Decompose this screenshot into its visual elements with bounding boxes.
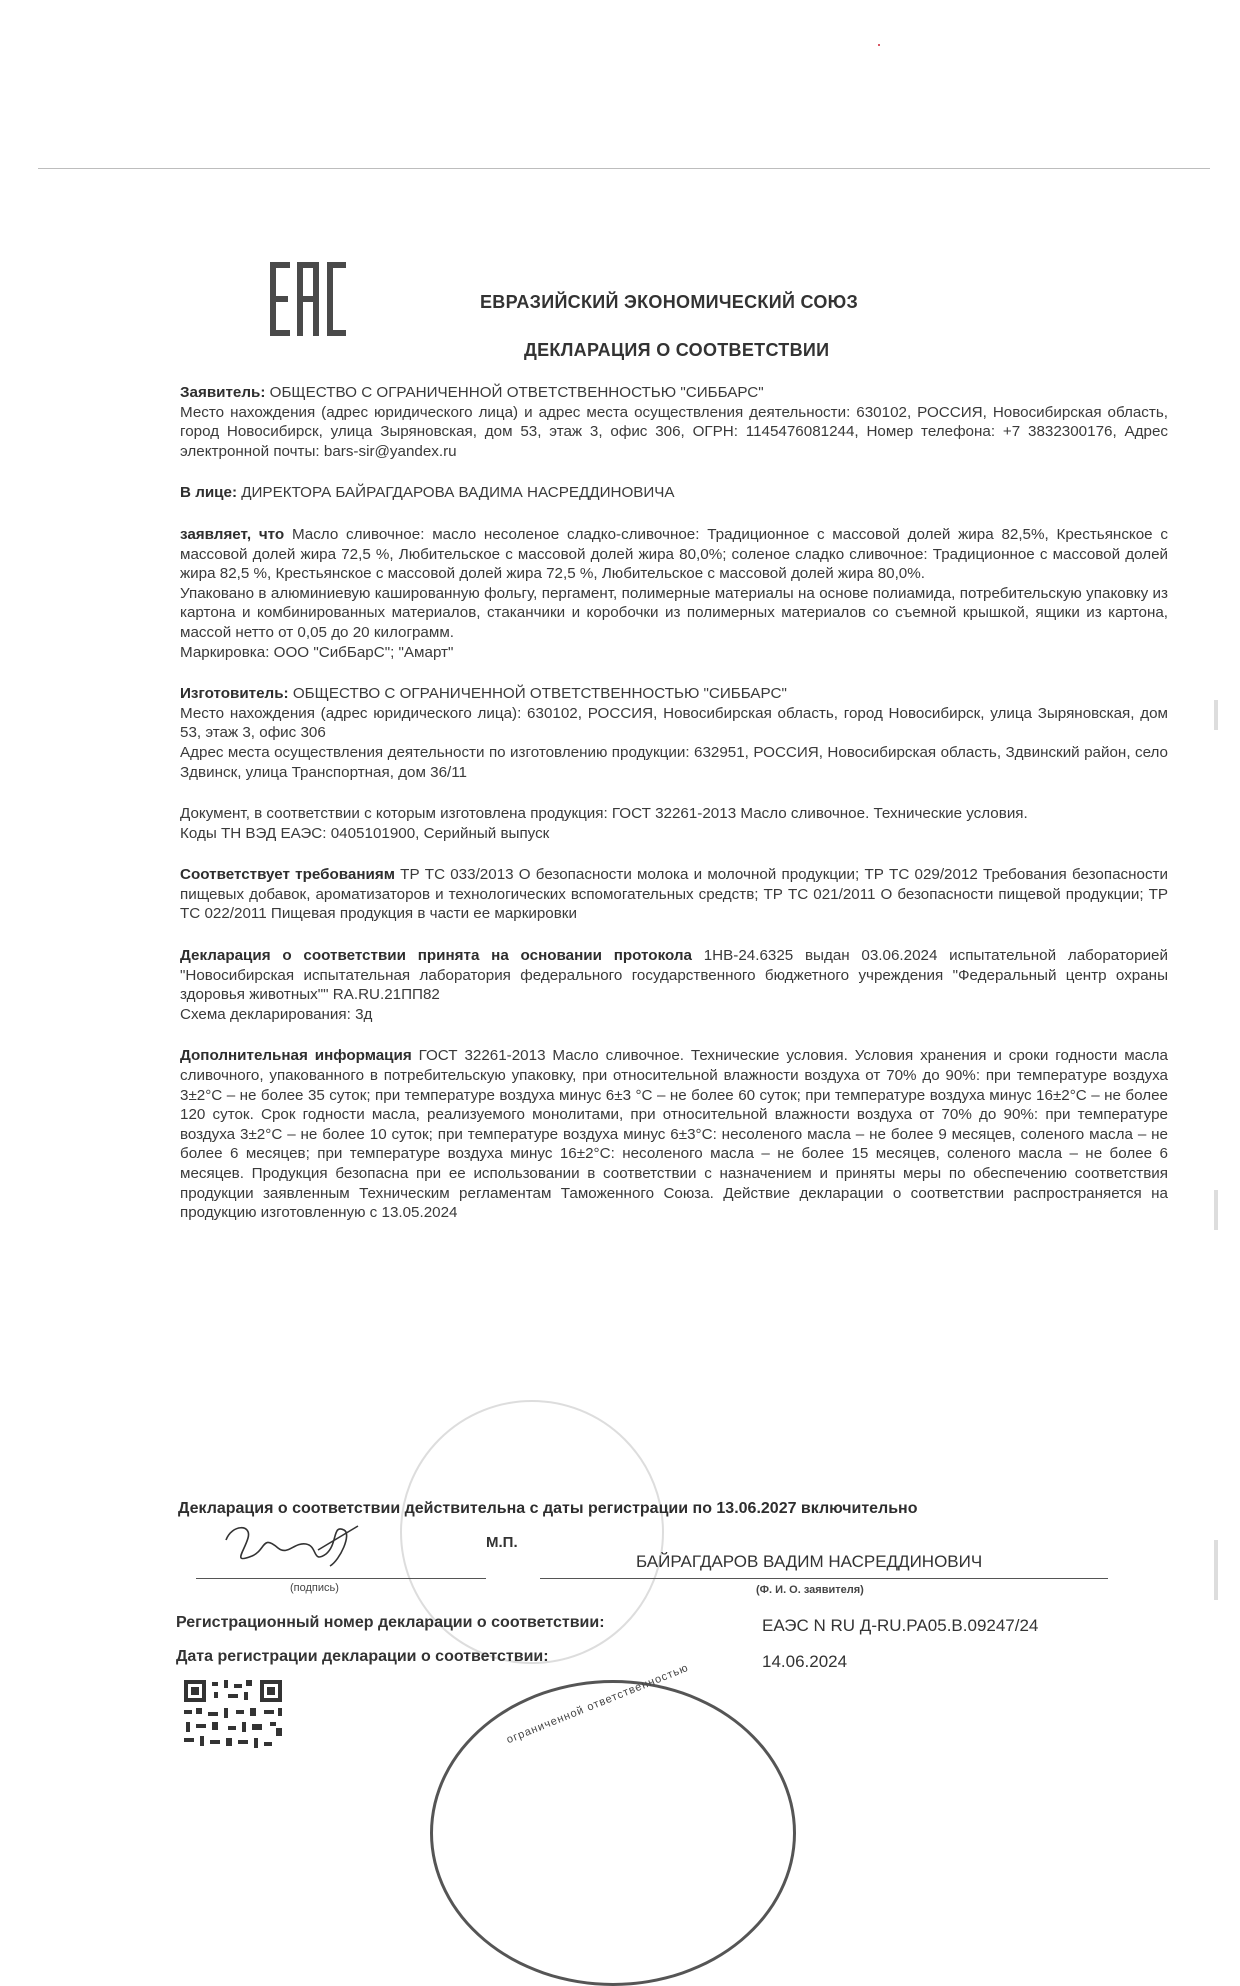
signature-icon	[222, 1520, 362, 1570]
union-title: ЕВРАЗИЙСКИЙ ЭКОНОМИЧЕСКИЙ СОЮЗ	[480, 292, 859, 312]
applicant-name: ОБЩЕСТВО С ОГРАНИЧЕННОЙ ОТВЕТСТВЕННОСТЬЮ "СИББАРС"	[265, 384, 764, 401]
person-label: В лице:	[180, 484, 238, 502]
applicant-section	[180, 383, 1168, 461]
manufacturer-production-address: Адрес места осуществления деятельности по изготовлению продукции: 632951, РОССИЯ, Новосибирская область, Здвинский район, село Здвинск, улица Транспортная, дом 36/11	[180, 743, 1168, 781]
document-title: ДЕКЛАРАЦИЯ О СООТВЕТСТВИИ	[524, 340, 830, 360]
registration-number-value: ЕАЭС N RU Д-RU.РА05.В.09247/24	[762, 1616, 1039, 1635]
registration-date-value: 14.06.2024	[762, 1652, 848, 1671]
basis-label: соответствии принята на основании протокола	[291, 947, 692, 965]
eac-logo-icon	[270, 262, 346, 336]
manufacturer-section	[180, 684, 1168, 782]
tn-ved-codes: Коды ТН ВЭД ЕАЭС: 0405101900, Серийный выпуск	[180, 824, 550, 842]
scan-speck	[878, 44, 880, 46]
standard-section	[180, 804, 1168, 843]
validity-statement: Декларация о соответствии действительна с даты регистрации по 13.06.2027 включительно	[178, 1500, 918, 1517]
registration-number-label: Регистрационный номер декларации о соответствии:	[176, 1614, 605, 1631]
person-section	[180, 483, 1168, 503]
standard-document: Документ, в соответствии с которым изготовлена продукция: ГОСТ 32261-2013 Масло сливочное. Технические условия.	[180, 805, 1028, 823]
declaration-body	[180, 383, 1168, 1245]
statement-section	[180, 525, 1168, 662]
scan-margin-mark	[1214, 1190, 1218, 1230]
packaging-description: Упаковано в алюминиевую кашированную фольгу, пергамент, полимерные материалы на основе полиамида, потребительскую упаковку из картона и комбинированных материалов, стаканчики и коробочки из полимерных материалов со съемной крышкой, ящики из картона, массой нетто от 0,05 до 20 килограмм.	[180, 584, 1168, 641]
applicant-name-line	[540, 1578, 1108, 1579]
declaration-scheme: Схема декларирования: 3д	[180, 1005, 373, 1023]
marking: Маркировка: ООО "СибБарС"; "Амарт"	[180, 643, 454, 661]
person-value: ДИРЕКТОРА БАЙРАГДАРОВА ВАДИМА НАСРЕДДИНОВИЧА	[237, 484, 675, 502]
manufacturer-label: Изготовитель:	[180, 685, 289, 703]
registration-date-label: Дата регистрации декларации о соответствии:	[176, 1648, 549, 1665]
applicant-details: Место нахождения (адрес юридического лица) и адрес места осуществления деятельности: 630102, РОССИЯ, Новосибирская область, город Новосибирск, улица Зыряновская, дом 53, этаж 3, офис 306, ОГРН: 1145476081244, Номер телефона: +7 3832300176, Адрес электронной почты: bars-sir@yandex.ru	[180, 403, 1168, 460]
requirements-section	[180, 865, 1168, 924]
signature-caption: (подпись)	[290, 1582, 339, 1594]
signature-line	[196, 1578, 486, 1579]
scan-border-line	[38, 168, 1210, 169]
manufacturer-legal-address: Место нахождения (адрес юридического лица): 630102, РОССИЯ, Новосибирская область, город Новосибирск, улица Зыряновская, дом 53, этаж 3, офис 306	[180, 704, 1168, 742]
basis-section	[180, 946, 1168, 1024]
basis-value: 1НВ-24.6325 выдан 03.06.2024 испытательной лабораторией "Новосибирская испытательная лаборатория федерального государственного бюджетного учреждения "Федеральный центр охраны здоровья животных"" RA.RU.21ПП82	[180, 947, 1168, 1004]
statement-label: заявляет, что	[180, 525, 285, 543]
company-seal-stamp	[430, 1680, 796, 1986]
manufacturer-name: ОБЩЕСТВО С ОГРАНИЧЕННОЙ ОТВЕТСТВЕННОСТЬЮ "СИББАРС"	[288, 685, 787, 703]
applicant-label: Заявитель:	[180, 384, 266, 401]
product-description: Масло сливочное: масло несоленое сладко-сливочное: Традиционное с массовой долей жира 82,5%, Крестьянское с массовой долей жира 72,5 %, Любительское с массовой долей жира 80,0%; соленое сладко сливочное: Традиционное с массовой долей жира 82,5 %, Крестьянское с массовой долей жира 72,5 %, Любительское с массовой долей жира 80,0%.	[180, 525, 1168, 583]
additional-info-label: Дополнительная информация	[180, 1047, 412, 1065]
applicant-name-caption: (Ф. И. О. заявителя)	[756, 1584, 864, 1596]
additional-info-value: ГОСТ 32261-2013 Масло сливочное. Технические условия. Условия хранения и сроки годности масла сливочного, упакованного в потребительскую упаковку, при относительной влажности воздуха от 70% до 90%: при температуре воздуха 3±2°С – не более 35 суток; при температуре воздуха минус 6±3 °С – не более 60 суток; при температуре воздуха минус 16±2°С – не более 120 суток. Срок годности масла, реализуемого монолитами, при относительной влажности воздуха от 70% до 90%: при температуре воздуха 3±2°С – не более 10 суток; при температуре воздуха минус 6±3°С: несоленого масла – не более 9 месяцев, соленого масла – не более 6 месяцев; при температуре воздуха минус 16±2°С: несоленого масла – не более 15 месяцев, соленого масла – не более 6 месяцев. Продукция безопасна при ее использовании в соответствии с назначением и приняты меры по обеспечению соответствия продукции заявленным Техническим регламентам Таможенного Союза. Действие декларации о соответствии распространяется на продукцию изготовленную с 13.05.2024	[180, 1047, 1168, 1222]
requirements-label: Соответствует требованиям	[180, 866, 395, 884]
basis-label-start: Декларация о	[180, 947, 292, 965]
additional-info-section	[180, 1046, 1168, 1222]
applicant-full-name: БАЙРАГДАРОВ ВАДИМ НАСРЕДДИНОВИЧ	[636, 1552, 983, 1571]
scan-margin-mark	[1214, 700, 1218, 730]
qr-code-icon[interactable]	[184, 1680, 284, 1754]
scan-margin-mark	[1214, 1540, 1218, 1600]
requirements-value: ТР ТС 033/2013 О безопасности молока и молочной продукции; ТР ТС 029/2012 Требования безопасности пищевых добавок, ароматизаторов и технологических вспомогательных средств; ТР ТС 021/2011 О безопасности пищевой продукции; ТР ТС 022/2011 Пищевая продукция в части ее маркировки	[180, 866, 1168, 923]
company-seal-text: ограниченной ответственностью	[504, 1661, 691, 1747]
seal-mark-label: М.П.	[486, 1534, 518, 1551]
